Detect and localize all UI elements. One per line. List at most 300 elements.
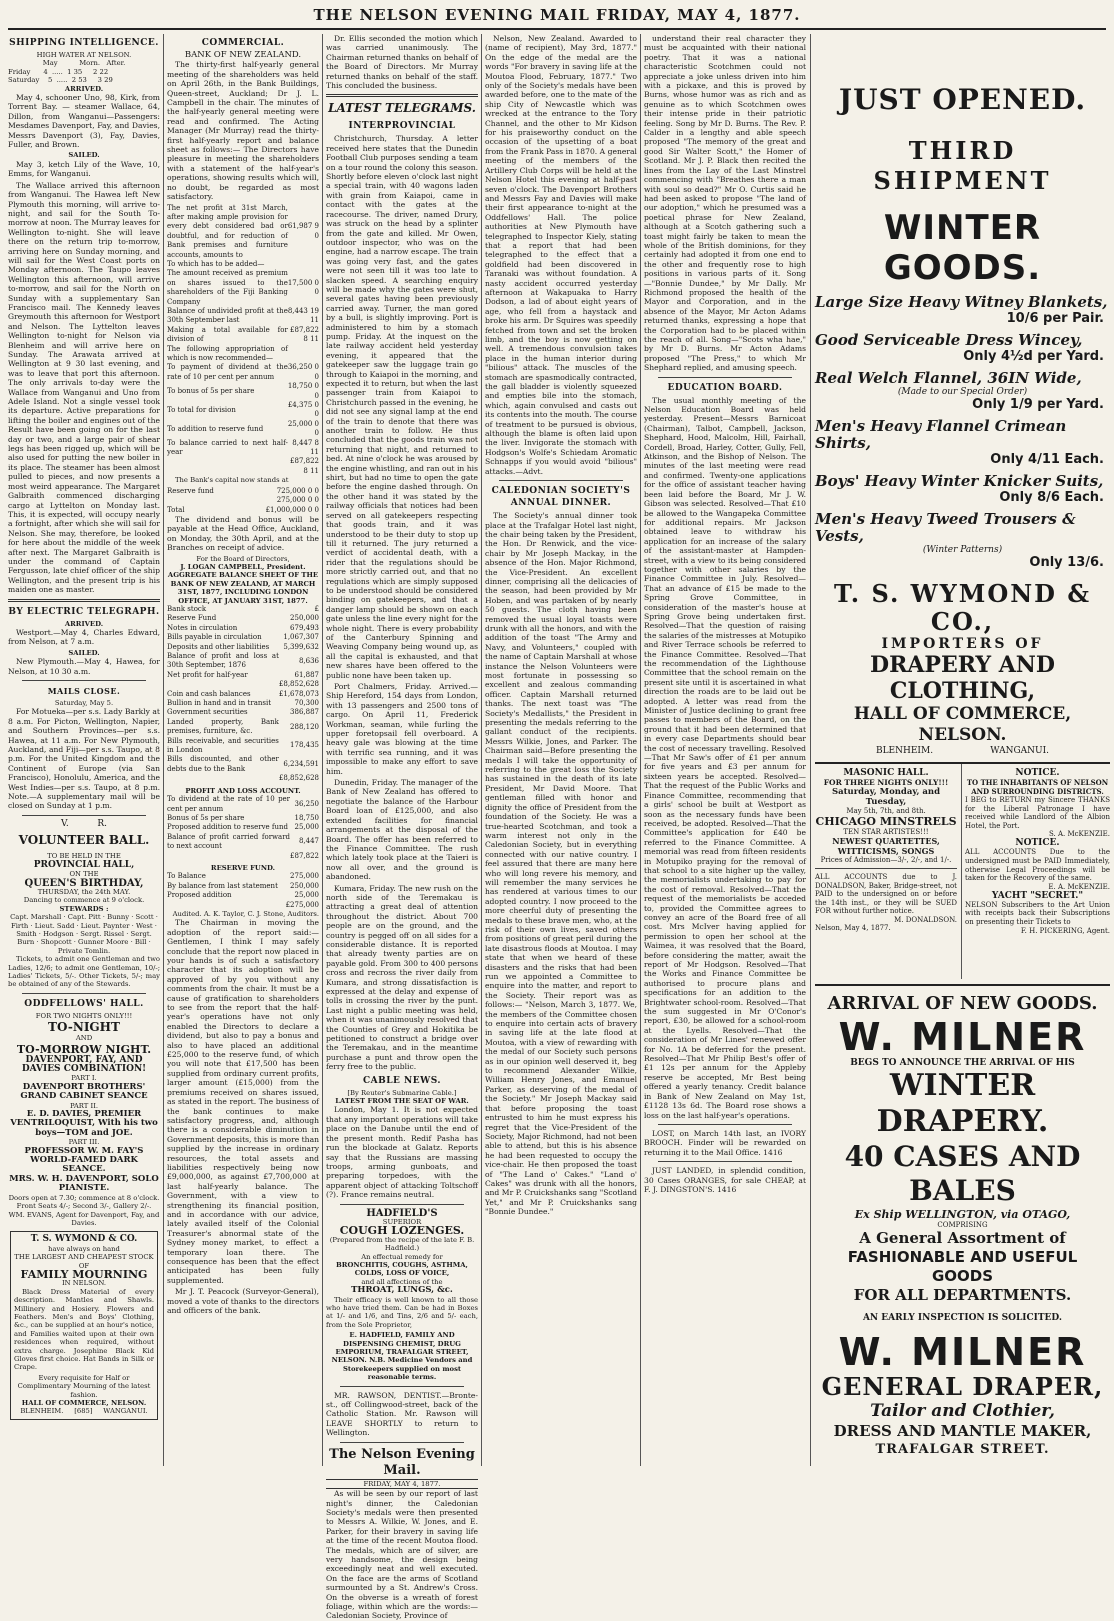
- hadfield-title: COUGH LOZENGES.: [339, 1224, 465, 1238]
- row-label: Reserve fund: [167, 486, 214, 495]
- column-rule: [163, 34, 164, 1466]
- row-value: 288,120: [290, 722, 319, 731]
- row-value: 36,250 0 0: [287, 363, 320, 381]
- tsw-sub: have always on hand: [48, 1244, 120, 1253]
- all-departments: FOR ALL DEPARTMENTS.: [853, 1286, 1072, 1304]
- caledonian-text: The Society's annual dinner took place at the Trafalgar Hotel last night, the chair being taken by the President, the Hon. Dr Renwick, and the vice-chair by Mr Joseph Mackay, in the absence of the Hon. Major Richmond, the Vice-President. An excellent dinner, comprising all the delicacies of the season, had been provided by Mr Hoben, and was partaken of by nearly 50 guests. The cloth having been removed the usual loyal toasts were drunk with all the honors, and with the addition of the toast "The Army and Navy, and Volunteers," coupled with the name of Captain Marshall at whose instance the Nelson Volunteers were most fortunate in possessing so excellent and zealous commanding officer. Captain Marshall returned thanks. The next toast was "The Society's Medallists," the President in presenting the medals referring to the gallant conduct of the recipients. Messrs Wilkie, Jones, and Parker. The Chairman said—Before presenting the medals I will take the opportunity of referring to the great loss the Society has sustained in the death of its late President, Mr David Moore. That gentleman filled with honor and dignity the office of President from the foundation of the Society. He was a true-hearted Scotchman, and took a warm interest not only in the Caledonian Society, but in everything connected with our native country. I feel assured that there are many here who will long revere his memory, and will remember the many services he has rendered at various times to our adopted country. I now proceed to the more cheerful duty of presenting the medals to these brave men, who, at the risk of their own lives, saved others from positions of great peril during the late disastrous floods at Moutoa. I may state that when we heard of these disasters and the risks that had been run we appointed a Committee to enquire into the matter, and report to the Society. Their report was as follows:— "Nelson, March 3, 1877. We, the members of the Committee chosen to enquire into certain acts of bravery in saving life at the late flood at Moutoa, with a view of rewarding with the medal of our Society such persons as in our opinion well deserved it, beg to recommend Alexander Wilkie, William Henry Jones, and Emanuel Parker, as deserving of the medal of the Society." Mr Joseph Mackay said that before proposing the toast entrusted to him he must express his regret that the Vice-President of the Society, Major Richmond, had not been able to attend, but this is his absence he had been requested to occupy the vice-chair. He then proposed the toast of "The Land o' Cakes." "Land o' Cakes" was drunk with all the honors, and Mr P. Cruickshanks sang "Scotland Yet," and Mr P. Cruickshanks sang "Bonnie Dundee.": [485, 511, 637, 1217]
- audited: Audited. A. K. Taylor, C. J. Stone, Auditors.: [172, 909, 319, 918]
- milner-name-2: W. MILNER: [838, 1330, 1087, 1374]
- row-label: Coin and cash balances: [167, 689, 251, 698]
- row-label: To which has to be added—: [167, 259, 265, 268]
- capital-note: The Bank's capital now stands at: [175, 476, 289, 485]
- sale-item-name: Large Size Heavy Witney Blankets,: [815, 293, 1108, 311]
- row-label: Bills discounted, and other debts due to the Bank: [167, 755, 279, 773]
- row-value: 8,443 19 11: [287, 306, 320, 325]
- row-label: Total: [167, 505, 185, 514]
- balance-sheet-row: [167, 708, 319, 717]
- row-label: Balance of profit carried forward to next account: [167, 832, 291, 851]
- row-value: £87,822 8 11: [290, 325, 319, 344]
- column-4: [485, 34, 637, 1466]
- row-value: 679,493: [290, 623, 319, 632]
- high-water-row: Saturday 5 ..... 2 53 3 29: [8, 76, 113, 85]
- divider: [22, 680, 146, 681]
- sailed-text: May 3, ketch Lily of the Wave, 10, Emms, for Wanganui.: [8, 159, 160, 179]
- tailor-clothier: Tailor and Clothier,: [870, 1401, 1055, 1421]
- pl-row: [167, 795, 319, 814]
- row-value: 275,000 0 0: [276, 496, 319, 505]
- row-label: To dividend at the rate of 10 per cent per annum: [167, 795, 291, 813]
- interprovincial-text: Christchurch, Thursday. A letter received here states that the Dunedin Football Club purposes sending a team on a tour round the colony this season. Shortly before eleven o'clock last night a special train, with 40 wagons laden with grain from Kaiapoi, came in contact with the gates at the racecourse. The driver, named Drury, was struck on the head by a splinter from the gate and killed. Mr Owen, outdoor inspector, who was on the engine, had a narrow escape. The train was going very fast, and the gates were not seen till it was too late to slacken speed. A searching enquiry will be made why the gates were shut, several gates having been previously carried away. Turner, the man gored by a bull, is slightly improving. Port is administered to him by a stomach pump. Friday. At the inquest on the late railway accident held yesterday evening, it appeared that the gatekeeper saw the luggage train go through to Kaiapoi in the morning, and expected it to return, but when the last passenger train from Kaiapoi to Christchurch passed in the evening, he did not see any signal lamp at the end of the train to denote that there was another train to follow. He thus concluded that the goods train was not returning that night, and returned to bed. At nine o'clock he was aroused by the engine whistling, and ran out in his shirt, but had no time to open the gate before the engine dashed through. On the other hand it was stated by the railway officials that notices had been served on all gatekeepers respecting that goods train, and it was understood to be their duty to stop up till it returned. The jury returned a verdict of accidental death, with a rider that the regulations should be more strictly carried out, and that no regulations which are simply supposed to be understood should be considered binding on gatekeepers, and that a danger lamp should be shown on each gate unless the line every night for the whole night. There is every probability of the Canterbury Spinning and Weaving Company being wound up, as all the capital is exhausted, and that new shares have been offered to the public none have been taken up.: [326, 134, 478, 680]
- divider: [340, 1204, 464, 1205]
- column-5: [644, 34, 806, 1466]
- balance-sheet-row: [167, 614, 319, 623]
- high-water-header: May Morn. After.: [42, 59, 126, 68]
- high-water-title: HIGH WATER AT NELSON.: [36, 51, 132, 59]
- mails-text: For Motueka—per s.s. Lady Barkly at 8 a.m. For Picton, Wellington, Napier, and Southern Provinces—per s.s. Hawea, at 11 a.m. For New Plymouth, Auckland, and Fiji—per s.s. Taupo, at 8 p.m. For the United Kingdom and the Continent of Europe (via San Francisco), Honolulu, America, and the West Indies—per s.s. Taupo, at 8 p.m. Note.—A supplementary mail will be closed on Sunday at 1 p.m.: [8, 707, 160, 811]
- capital-row: [167, 496, 319, 505]
- row-label: Notes in circulation: [167, 623, 238, 632]
- chairman-speech: The Chairman in moving the adoption of the report said:—Gentlemen, I think I may safely conclude that the report now placed in your hands is of such a satisfactory character that its adoption will be approved of by you without any comments from the chair. It must be a cause of gratification to shareholders to see from the report that the half-year's operations have not only enabled the Directors to declare a dividend, but also to pay a bonus and also to have placed an additional £25,000 to the reserve fund, of which you will note that £17,500 has been supplied from ordinary current profits, larger amount (£15,000) from the premiums received on shares issued, as stated in the report. The business of the bank continues to make satisfactory progress, and, although there is a considerable diminution in Government deposits, this is more than supplied by the increase in ordinary resources, the total assets and liabilities respectively being now £9,000,000, as against £7,700,000 at last half-yearly balance. The Government, with a view to strengthening its financial position, and in accordance with our advice, lately availed itself of the Colonial Treasurer's abnormal state of the Sydney money market, to effect a temporary loan there. The consequence has been that the effect anticipated has been fully supplemented.: [167, 918, 319, 1285]
- tel-sailed: New Plymouth.—May 4, Hawea, for Nelson, at 10 30 a.m.: [8, 657, 160, 676]
- divider: [326, 94, 478, 97]
- row-label: [167, 852, 290, 861]
- notice-1-text: I BEG to RETURN my Sincere THANKS for the Liberal Patronage I have received while Landlord of the Albion Hotel, the Port.: [965, 796, 1110, 830]
- yacht-text: NELSON Subscribers to the Art Union with receipts back their Subscriptions on presenting their Tickets to: [965, 900, 1110, 926]
- part-2: PART II.: [69, 1101, 99, 1110]
- tsw-line: THE LARGEST AND CHEAPEST STOCK OF: [14, 1253, 154, 1270]
- small-ads-block: [815, 764, 1110, 984]
- reserve-row: [167, 882, 319, 891]
- reserve-row: [167, 872, 319, 881]
- balance-sheet-row: [167, 774, 319, 783]
- pl-head: PROFIT AND LOSS ACCOUNT.: [185, 786, 301, 795]
- sale-item-name: Men's Heavy Flannel Crimean Shirts,: [815, 417, 1067, 452]
- oranges-ad: JUST LANDED, in splendid condition, 30 Cases ORANGES, for sale CHEAP, at F. J. DINGSTON'S. 1416: [644, 1166, 806, 1194]
- interprovincial: INTERPROVINCIAL: [348, 121, 456, 132]
- row-value: [288, 260, 319, 269]
- tsw-towns: BLENHEIM. [685] WANGANUI.: [20, 1407, 148, 1416]
- masthead: THE NELSON EVENING MAIL FRIDAY, MAY 4, 1877.: [313, 6, 801, 24]
- row-label: To bonus of 5s per share: [167, 386, 255, 395]
- sale-item-name: Real Welch Flannel, 36IN Wide,: [815, 369, 1082, 387]
- sale-item-price: Only 13/6.: [1029, 555, 1104, 570]
- divider: [340, 1386, 464, 1387]
- balance-sheet-row: [167, 624, 319, 633]
- notice-1-to: TO THE INHABITANTS OF NELSON AND SURROUNDING DISTRICTS.: [966, 778, 1109, 796]
- chicago-minstrels: CHICAGO MINSTRELS: [815, 815, 957, 828]
- latest-telegrams: LATEST TELEGRAMS.: [328, 101, 476, 116]
- abstract-head: AGGREGATE BALANCE SHEET OF THE BANK OF NEW ZEALAND, AT MARCH 31ST, 1877, INCLUDING LONDON OFFICE, AT JANUARY 31ST, 1877.: [167, 571, 319, 605]
- meeting-conclusion: Dr. Ellis seconded the motion which was carried unanimously. The Chairman returned thanks on behalf of the Board of Directors. Mr Murray returned thanks on behalf of the staff. This concluded the business.: [326, 34, 478, 91]
- notice-2-head: NOTICE.: [1015, 838, 1060, 849]
- row-value: £87,822 8 11: [290, 457, 319, 475]
- for-directors: For the Board of Directors,: [196, 554, 290, 563]
- capital-table: [167, 487, 319, 515]
- row-value: 6,234,591: [283, 760, 319, 769]
- ball-date: THURSDAY, the 24th MAY.: [37, 887, 131, 896]
- row-label: Government securities: [167, 708, 248, 717]
- row-value: £87,822: [290, 851, 319, 860]
- education-head: EDUCATION BOARD.: [667, 382, 783, 393]
- general-assortment: A General Assortment of: [859, 1229, 1066, 1247]
- hadfield-prop: E. HADFIELD, FAMILY AND DISPENSING CHEMIST, DRUG EMPORIUM, TRAFALGAR STREET, NELSON. N.B. Medicine Vendors and Storekeepers supplied on most reasonable terms.: [331, 1331, 473, 1382]
- masonic-days: Saturday, Monday, and Tuesday,: [831, 787, 941, 807]
- account-row: [167, 326, 319, 345]
- row-label: Bills receivable, and securities in London: [167, 736, 279, 755]
- divider: [499, 480, 623, 481]
- hadfield-text: Their efficacy is well known to all those who have tried them. Can be had in Boxes at 1/- and 1/6, and Tins, 2/6 and 5/- each, from the Sole Proprietor,: [326, 1295, 478, 1329]
- doors: Doors open at 7.30; commence at 8 o'clock. Front Seats 4/-; Second 3/-, Gallery 2/-.: [8, 1193, 160, 1211]
- row-value: £: [314, 604, 319, 613]
- pl-row: [167, 823, 319, 832]
- tel-arrived: Westport.—May 4, Charles Edward, from Nelson, at 7 a.m.: [8, 627, 160, 647]
- mails-date: Saturday, May 5.: [54, 699, 114, 707]
- account-row: [167, 457, 319, 476]
- row-label: Balance of undivided profit at the 30th September last: [167, 306, 288, 325]
- tsw-nelson: IN NELSON.: [61, 1279, 107, 1288]
- ball-dancing: Dancing to commence at 9 o'clock.: [23, 896, 145, 905]
- dunedin: Dunedin, Friday. The manager of the Bank of New Zealand has offered to negotiate the balance of the Harbour Board loan of £125,000, and also extended facilities for financial arrangements at the disposal of the Board. The offer has been referred to the Finance Committee. The rush which lately took place at the Taieri is now all over, and the ground is abandoned.: [326, 778, 478, 882]
- divider: [658, 1161, 792, 1162]
- hadfield-and: and all affections of the: [361, 1277, 443, 1286]
- row-value: 61,987 9 0: [287, 222, 320, 240]
- column-2: [167, 34, 319, 1466]
- sale-item-price: Only 4/11 Each.: [990, 452, 1104, 467]
- row-label: Reserve Fund: [167, 614, 217, 623]
- row-value: 25,000 0 0: [287, 419, 320, 438]
- oddfellows-combo: DAVENPORT, FAY, AND DAVIES COMBINATION!: [21, 1054, 147, 1074]
- milner-name: W. MILNER: [838, 1015, 1087, 1059]
- prices: Prices of Admission—3/-, 2/-, and 1/-.: [820, 856, 952, 864]
- row-value: 250,000: [290, 881, 319, 890]
- shipping-title: SHIPPING INTELLIGENCE.: [9, 38, 159, 48]
- row-label: [167, 457, 288, 476]
- hadfield-for: An effectual remedy for: [361, 1252, 443, 1261]
- war-text: London, May 1. It is not expected that any important operations will take place on the Danube until the end of the present month. Redif Pasha has run the blockade at Galatz. Reports say that the Russians are massing troops, arming gunboats, and preparing torpedoes, with the apparent object of attacking Toltschoff (?). France remains neutral.: [326, 1105, 478, 1200]
- divider: [22, 993, 146, 994]
- row-value: £4,375 0 0: [287, 401, 320, 419]
- balance-sheet-row: [167, 737, 319, 756]
- row-label: [167, 680, 279, 689]
- divider: [658, 377, 792, 378]
- row-label: Proposed addition to reserve fund: [167, 823, 289, 832]
- account-row: [167, 204, 319, 260]
- row-label: By balance from last statement: [167, 881, 278, 890]
- row-value: 8,447: [298, 837, 319, 846]
- seat-of-war: LATEST FROM THE SEAT OF WAR.: [335, 1097, 469, 1106]
- row-value: £1,000,000 0 0: [265, 505, 319, 514]
- wymond-mourning-ad: [10, 1231, 158, 1420]
- yacht-sig: F. H. PICKERING, Agent.: [1020, 926, 1110, 935]
- telegraph-head: BY ELECTRIC TELEGRAPH.: [8, 606, 160, 617]
- part-2-text: E. D. DAVIES, PREMIER VENTRILOQUIST, With his two boys—TOM and JOE.: [10, 1109, 158, 1138]
- sale-item-price: Only 4½d per Yard.: [963, 349, 1104, 364]
- bank-account-table: [167, 204, 319, 477]
- commercial-head: COMMERCIAL.: [201, 38, 285, 48]
- chicago-sub: TEN STAR ARTISTES!!!: [843, 828, 929, 836]
- tsw-every: Every requisite for Half or Complimentary Mourning of the latest fashion.: [17, 1373, 151, 1399]
- reserve-row: [167, 901, 319, 910]
- row-value: £8,852,628: [278, 680, 319, 689]
- pl-row: [167, 814, 319, 823]
- dinner-continued: understand their real character they must be acquainted with their national poetry. That it was a national characteristic Scotchmen could not appreciate a joke unless driven into him with a pickaxe, and this is proved by Burns, whose humor was as rich and as genuine as to which Scotchmen owes their intense pride in their patriotic feeling. Song by Mr D. Burns. The Rev. P. Calder in a lengthy and able speech proposed "The memory of the great and good Sir Walter Scott," the Homer of Scotland. Mr J. P. Black then recited the lines from the Lay of the Last Minstrel commencing with "Breathes there a man with soul so dead?" Mr O. Curtis said he had been asked to propose "The land of our adoption," which he presumed was a poetical phrase for New Zealand, although at a Scotch gathering such a toast might fairly be taken to mean the whole of the British dominions, for they certainly had adopted it from one end to the other and frequently rose to high positions in various parts of it. Song—"Bonnie Dundee," by Mr Dally. Mr Richmond proposed the health of the Mayor and Corporation, and in the absence of the Mayor, Mr Acton Adams returned thanks, expressing a hope that the Corporation had to be placed within the reach of all. Song—"Scots wha hae," by Mr D. Burns. Mr Acton Adams proposed "The Press," to which Mr Shephard replied, and amusing speech.: [644, 34, 806, 373]
- masonic-nights: FOR THREE NIGHTS ONLY!!!: [823, 778, 949, 787]
- ball-vr: V. R.: [60, 818, 108, 829]
- begs: BEGS TO ANNOUNCE THE ARRIVAL OF HIS: [850, 1058, 1075, 1068]
- made-to-order: (Made to our Special Order): [897, 387, 1028, 397]
- sale-item-name: Boys' Heavy Winter Knicker Suits,: [815, 472, 1104, 490]
- balance-sheet-row: [167, 671, 319, 680]
- balance-sheet-row: [167, 605, 319, 614]
- drapery-clothing: DRAPERY AND CLOTHING,: [870, 652, 1055, 704]
- tel-arrived-head: ARRIVED.: [64, 619, 104, 628]
- row-label: Bonus of 5s per share: [167, 813, 245, 822]
- account-row: [167, 401, 319, 420]
- oddfellows-tomorrow: TO-MORROW NIGHT.: [16, 1042, 152, 1056]
- balance-sheet-table: [167, 605, 319, 784]
- kumara: Kumara, Friday. The new rush on the north side of the Teremakau is attracting a great deal of attention throughout the district. About 700 people are on the ground, and the country is pegged off on all sides for a considerable distance. It is reported that already twenty parties are on payable gold. From 300 to 400 persons cross and recross the river daily from Kumara, and strong dissatisfaction is expressed at the delay and expense of tolls in crossing the river by the punt. Last night a public meeting was held, when it was unanimously resolved that the Counties of Grey and Hokitika be petitioned to construct a bridge over the Teremakau, and in the meantime purchase a punt and throw open the ferry free to the public.: [326, 883, 478, 1072]
- row-value: 275,000: [290, 872, 319, 881]
- row-value: 250,000: [290, 614, 319, 623]
- fashionable-goods: FASHIONABLE AND USEFUL GOODS: [847, 1248, 1078, 1285]
- row-label: Deposits and other liabilities: [167, 642, 270, 651]
- column-3: [326, 34, 478, 1621]
- row-label: [167, 496, 238, 505]
- hadfield-throat: THROAT, LUNGS, &c.: [351, 1285, 453, 1296]
- sale-item-name: Good Serviceable Dress Wincey,: [815, 331, 1083, 349]
- dividend-text: The dividend and bonus will be payable at the Head Office, Auckland, on Monday, the 30th April, and at the Branches on receipt of advice.: [167, 514, 319, 553]
- row-value: 25,000: [294, 823, 319, 832]
- row-value: [288, 345, 319, 364]
- pl-table: [167, 795, 319, 861]
- row-value: 61,887: [294, 670, 319, 679]
- oddfellows-tonight: TO-NIGHT: [48, 1020, 120, 1035]
- ex-ship: Ex Ship WELLINGTON, via OTAGO,: [854, 1208, 1071, 1221]
- winter-patterns: (Winter Patterns): [922, 545, 1003, 555]
- sale-items: [815, 294, 1110, 570]
- row-value: 36,250: [294, 799, 319, 808]
- row-value: 25,000: [294, 891, 319, 900]
- row-value: 18,750: [294, 813, 319, 822]
- row-value: 8,447 8 11: [292, 438, 319, 457]
- yacht-head: YACHT "SECRET.": [991, 890, 1084, 901]
- forty-cases: 40 CASES AND BALES: [844, 1140, 1081, 1207]
- tsw-hall: HALL OF COMMERCE, NELSON.: [21, 1399, 147, 1408]
- account-row: [167, 260, 319, 269]
- account-row: [167, 269, 319, 307]
- donaldson-date: Nelson, May 4, 1877.: [815, 923, 891, 932]
- row-label: To payment of dividend at the rate of 10 per cent per annum: [167, 363, 288, 381]
- row-label: Balance of profit and loss at 30th September, 1876: [167, 652, 279, 670]
- pianiste: MRS. W. H. DAVENPORT, SOLO PIANISTE.: [9, 1173, 159, 1194]
- newest: NEWEST QUARTETTES, WITTICISMS, SONGS: [832, 836, 940, 856]
- row-value: 386,887: [290, 708, 319, 717]
- oddfellows-nights: FOR TWO NIGHTS ONLY!!!: [35, 1011, 133, 1020]
- masonic-dates: May 5th, 7th, and 8th.: [846, 807, 926, 815]
- account-row: [167, 307, 319, 326]
- row-label: To balance carried to next half-year: [167, 438, 288, 457]
- hadfield-sup: SUPERIOR: [382, 1217, 422, 1226]
- reserve-row: [167, 891, 319, 900]
- ball-day: QUEEN'S BIRTHDAY,: [24, 877, 144, 889]
- row-label: Landed property, Bank premises, furniture, &c.: [167, 717, 279, 736]
- agent: WM. EVANS, Agent for Davenport, Fay, and Davies.: [8, 1210, 160, 1227]
- divider: [8, 599, 160, 602]
- reserve-table: [167, 872, 319, 910]
- sale-item-name: Men's Heavy Tweed Trousers & Vests,: [815, 510, 1076, 545]
- part-1-text: DAVENPORT BROTHERS' GRAND CABINET SEANCE: [20, 1081, 148, 1102]
- row-value: 17,500 0 0: [287, 278, 320, 297]
- row-label: To total for division: [167, 405, 236, 414]
- capital-row: [167, 487, 319, 496]
- ball-held: TO BE HELD IN THE: [47, 852, 121, 861]
- row-value: 70,300: [294, 699, 319, 708]
- row-label: The amount received as premium on shares issued to the shareholders of the Fiji Banking Company: [167, 269, 288, 306]
- account-row: [167, 363, 319, 382]
- bank-report: The thirty-first half-yearly general meeting of the shareholders was held on April 26th, in the Bank Buildings, Queen-street, Auckland; Dr J. L. Campbell in the chair. The minutes of the half-yearly general meeting were read and confirmed. The Acting Manager (Mr Murray) read the thirty-first half-yearly report and balance sheet as follows:— The Directors have pleasure in meeting the shareholders with a statement of the half-year's operations, showing results which will, no doubt, be regarded as most satisfactory.: [167, 60, 319, 202]
- ball-on: ON THE: [69, 870, 99, 879]
- account-row: [167, 345, 319, 364]
- port-chalmers: Port Chalmers, Friday. Arrived.—Ship Hereford, 154 days from London, with 13 passengers and 2500 tons of cargo. On April 11, Frederick Workman, seaman, while furling the upper foretopsail fell overboard. A heavy gale was blowing at the time with terrific sea running, and it was impossible to make any effort to save him.: [326, 682, 478, 776]
- nelson: NELSON.: [918, 725, 1007, 745]
- account-row: [167, 382, 319, 401]
- balance-sheet-row: [167, 690, 319, 699]
- balance-sheet-row: [167, 633, 319, 642]
- tel-sailed-head: SAILED.: [68, 648, 100, 657]
- divider: [22, 815, 146, 816]
- bank-head: BANK OF NEW ZEALAND.: [184, 50, 302, 60]
- row-value: £1,678,073: [278, 689, 319, 698]
- stewards-head: STEWARDS :: [59, 904, 109, 913]
- row-label: To Balance: [167, 872, 206, 881]
- lost-ad: LOST, on March 14th last, an IVORY BROOCH. Finder will be rewarded on returning it to the Mail Office. 1416: [644, 1128, 806, 1157]
- balance-sheet-row: [167, 699, 319, 708]
- pl-row: [167, 833, 319, 852]
- row-label: Bank stock: [167, 604, 207, 613]
- masonic-hall: MASONIC HALL.: [843, 768, 929, 778]
- capital-row: [167, 506, 319, 515]
- part-1: PART I.: [71, 1074, 97, 1083]
- column-rule: [640, 34, 641, 1466]
- shipping-news: The Wallace arrived this afternoon from Wanganui. The Hawea left New Plymouth this morning, will arrive to-night, and sail for the South To-morrow at noon. The Murray leaves for Wellington to-night. She will leave there on the return trip to-morrow, arriving here on Sunday morning, and will sail for the West Coast ports on Monday afternoon. The Taupo leaves Wellington this afternoon, will arrive to-morrow, and sail for the North on Sunday with a supplementary San Francisco mail. The Kennedy leaves Greymouth this afternoon for Westport and Nelson. The Lyttelton leaves Wellington to-night for Nelson via Blenheim and will arrive here on Sunday. The Arawata arrived at Wellington at 9 30 last evening, and was to leave that port this afternoon. The only arrivals to-day were the Wallace from Wanganui and Uno from Adele Island. Not a single vessel took its departure. Active preparations for lifting the boiler and engines out of the Result have been going on for the last day or two, and a large pair of shear legs has been rigged up, which will be also used for putting the new boiler in its place. The steamer has been almost pulled to pieces, and now presents a most weird appearance. The Margaret Galbraith commenced discharging cargo at Lyttelton on Monday last. This, it is expected, will occupy nearly a fortnight, after which she will sail for Nelson. She may, therefore, be looked for here about the middle of the week after next. The Margaret Galbraith is under the command of Captain Fergusson, late chief officer of the ship Wellington, and the present trip is his maiden one as master.: [8, 180, 160, 595]
- arrived-head: ARRIVED.: [64, 84, 104, 93]
- balance-sheet-row: [167, 680, 319, 689]
- row-value: 8,636: [298, 656, 319, 665]
- tsw-title: T. S. WYMOND & CO.: [30, 1234, 138, 1245]
- reuter: [By Reuter's Submarine Cable.]: [347, 1088, 457, 1097]
- notice-2-sig: E. A. McKENZIE.: [1048, 882, 1110, 891]
- winter-goods: WINTER GOODS.: [883, 208, 1042, 288]
- donaldson-sig: M. DONALDSON.: [894, 915, 957, 924]
- stewards: Capt. Marshall · Capt. Pitt · Bunny · Scott · Firth · Lieut. Sadd · Lieut. Paynter · West · Smith · Hodgson · Sergt. Rissel · Sergt. Burn · Shopcott · Gunner Moore · Bill · Private Tomlin.: [10, 913, 158, 955]
- signed: J. LOGAN CAMPBELL, President.: [180, 562, 306, 571]
- hadfield-recipe: (Prepared from the recipe of the late F. B. Hadfield.): [329, 1235, 475, 1253]
- editorial: As will be seen by our report of last night's dinner, the Caledonian Society's medals were then presented to Messrs A. Wilkie, W. Jones, and E. Parker, for their bravery in saving life at the time of the recent Moutoa flood. The medals, which are of silver, are very handsome, the design being exceedingly neat and well executed. On the face are the arms of Scotland surmounted by a St. Andrew's Cross. On the obverse is a wreath of forest foliage, within which are the words:—Caledonian Society, Province of: [326, 1489, 478, 1621]
- masthead-rule: [8, 28, 1106, 30]
- row-value: £8,852,628: [278, 774, 319, 783]
- hadfield-list: BRONCHITIS, COUGHS, ASTHMA, COLDS, LOSS OF VOICE,: [336, 1260, 468, 1278]
- early-inspection: AN EARLY INSPECTION IS SOLICITED.: [862, 1313, 1063, 1323]
- cable-news: CABLE NEWS.: [362, 1075, 442, 1086]
- notice-2-text: ALL ACCOUNTS Due to the undersigned must be PAID Immediately, otherwise Legal Proceedings will be taken for the Recovery of the same.: [965, 848, 1110, 883]
- tsw-big: FAMILY MOURNING: [20, 1267, 148, 1281]
- hall-of-commerce: HALL OF COMMERCE,: [853, 704, 1072, 724]
- row-label: [167, 774, 279, 783]
- caledonian-head: CALEDONIAN SOCIETY'S ANNUAL DINNER.: [491, 486, 631, 509]
- row-label: [167, 901, 284, 910]
- notice-1-sig: S. A. McKENZIE.: [1048, 830, 1110, 839]
- row-label: The net profit at 31st March, after making ample provision for every debt considered bad or doubtful, and for reduction of Bank premises and furniture accounts, amounts to: [167, 203, 288, 259]
- divider: [658, 1124, 792, 1125]
- row-label: Bills payable in circulation: [167, 633, 262, 642]
- dress-mantle: DRESS AND MANTLE MAKER,: [833, 1422, 1092, 1440]
- local-news: Nelson, New Zealand. Awarded to (name of recipient), May 3rd, 1877." On the edge of the medal are the words "For bravery in saving life at the Moutoa Flood, February, 1877." Two only of the Society's medals have been awarded before, one to the mate of the ship City of Newcastle which was wrecked at the entrance to the Tory Channel, and the other to Mr Kidson for his praiseworthy conduct on the occasion of the upsetting of a boat from the Frank Pass in 1870. A general meeting of the members of the Artillery Club Corps will be held at the Nelson Hotel this evening at half-past seven o'clock. The Davenport Brothers and Messrs Fay and Davies will make their first appearance to-night at the Oddfellows' Hall. The police authorities at New Plymouth have telegraphed to Inspector Kiely, stating that a report that had been telegraphed to the effect that a goldfield had been discovered in Taranaki was without foundation. A nasty accident occurred yesterday afternoon at Wakapuaka to Harry Dodson, a lad of about eight years of age, who fell from a haystack and broke his arm. Dr Squires was speedily fetched from town and set the broken limb, and the boy is now getting on well. A tremendous convulsion takes place in the human interior during "bilious" attack. The muscles of the stomach are spasmodically contracted, the gall bladder is violently squeezed and empties bile into the stomach, which, again convulsed and casts out its contents into the mouth. The course of treatment to be pursued is obvious, although the blame is often laid upon the liver. Invigorate the stomach with Hodgson's Wolfe's Schiedam Aromatic Schnapps if you would avoid "bilious" attacks.—Advt.: [485, 34, 637, 476]
- row-value: 1,067,307: [283, 633, 319, 642]
- row-value: 725,000 0 0: [276, 486, 319, 495]
- sale-item-price: 10/6 per Pair.: [1006, 311, 1104, 326]
- sailed-head: SAILED.: [68, 151, 100, 160]
- oddfellows-and: AND: [75, 1034, 93, 1043]
- column-rule: [322, 34, 323, 1466]
- row-label: Bullion in hand and in transit: [167, 699, 272, 708]
- towns: BLENHEIM. WANGANUI.: [875, 746, 1050, 756]
- tsw-body: Black Dress Material of every description. Mantles and Shawls. Millinery and Hosiery. Flowers and Feathers. Men's and Boys' Clothing, &c., can be supplied at an hour's notice, and Families waited upon at their own residences when required, without extra charge. Josephine Black Kid Gloves first choice. Hat Bands in Silk or Crape.: [14, 1287, 154, 1372]
- donaldson-notice: ALL ACCOUNTS due to J. DONALDSON, Baker, Bridge-street, not PAID to the undersigned on or before the 14th inst., or they will be SUED FOR without further notice.: [815, 873, 957, 916]
- row-value: 178,435: [290, 741, 319, 750]
- arrival-new-goods: ARRIVAL OF NEW GOODS.: [827, 993, 1098, 1014]
- comprising: COMPRISING: [937, 1221, 988, 1229]
- account-row: [167, 439, 319, 458]
- row-value: £275,000: [285, 900, 319, 909]
- part-3: PART III.: [68, 1138, 100, 1147]
- column-1: [8, 34, 160, 1466]
- balance-sheet-row: [167, 652, 319, 671]
- account-row: [167, 420, 319, 439]
- row-label: The following appropriation of which is now recommended—: [167, 344, 288, 362]
- row-label: Proposed addition: [167, 891, 232, 900]
- balance-sheet-row: [167, 643, 319, 652]
- row-label: Net profit for half-year: [167, 670, 248, 679]
- third-shipment: THIRD SHIPMENT: [873, 136, 1052, 195]
- balance-sheet-row: [167, 755, 319, 774]
- high-water-row: Friday 4 ..... 1 35 2 22: [8, 67, 109, 76]
- part-3-text: PROFESSOR W. M. FAY'S WORLD-FAMED DARK SEANCE.: [24, 1145, 144, 1175]
- advertisement-column: [815, 34, 1110, 1466]
- ball-hall: PROVINCIAL HALL,: [33, 859, 135, 870]
- hadfield-name: HADFIELD'S: [366, 1207, 438, 1219]
- wymond-name: T. S. WYMOND & CO.,: [834, 579, 1091, 636]
- trafalgar-street: TRAFALGAR STREET.: [875, 1442, 1050, 1457]
- ball-title: VOLUNTEER BALL.: [18, 833, 150, 848]
- divider: [340, 1442, 464, 1443]
- ball-tickets: Tickets, to admit one Gentleman and two Ladies, 12/6; to admit one Gentleman, 10/-; Ladies' Tickets, 5/-. Other Tickets, 5/-; may be obtained of any of the Stewards.: [8, 955, 160, 989]
- row-value: 5,399,632: [283, 642, 319, 651]
- education-text: The usual monthly meeting of the Nelson Education Board was held yesterday. Present—Messrs Barnicoat (Chairman), Talbot, Campbell, Jackson, Shephard, Hood, Malcolm, Hill, Fairhall, Cordell, Broad, Harley, Cotter, Gully, Fell, Atkinson, and the Bishop of Nelson. The minutes of the last meeting were read and confirmed. Twenty-one applications for the office of assistant teacher having been laid before the Board, Mr J. W. Gibson was selected. Resolved—That £10 be allowed to the Wangapeka Committee for additional repairs. Mr Jackson obtained leave to withdraw his application for an increase of the salary of the assistant-master at Hampden-street, with a view to its being considered together with other salaries by the Finance Committee in July. Resolved—That an advance of £15 be made to the Spring Grove Committee, in consideration of the master's house at Spring Grove being undertaken first. Resolved—That the question of raising the salaries of the mistresses at Motupiko and River Terrace schools be referred to the Finance Committee. Resolved—That the recommendation of the Lighthouse Committee that the school remain on the present site until it is ascertained in what direction the roads are to be laid out be adopted. A letter was read from the Minister of Justice declining to grant free passes to members of the Board, on the ground that it had been determined that in every case Departments should bear the cost of necessary travelling. Resolved—That Mr Saw's offer of £1 per annum for five years and £3 per annum for sixteen years be accepted. Resolved—That the request of the Public Works and Finance Committee, recommending that a girls' school be built at Westport as soon as the necessary funds have been received, be adopted. Resolved—That the Committee's application for £40 be referred to the Finance Committee. A memorial was read from fifteen residents in Motupiko praying for the removal of that school to a site higher up the valley, the memorialists undertaking to pay for the cost of removal. Resolved—That the request of the memorialists be acceded to, provided the Committee agrees to convey an acre of the Board free of all cost. Mrs McIver having applied for permission to open her school at the Waimea, it was resolved that the Board, before considering the matter, await the report of Mr Hodgson. Resolved—That the Works and Finance Committee be authorised to procure plans and specifications for an addition to the Brightwater school-room. Resolved—That the sum suggested in Mr O'Conor's report, £30, be allowed for a school-room at the Lyells. Resolved—That the consideration of Mr Lines' renewed offer for No. 1A be deferred for the present. Resolved—That Mr Philip Best's offer of £1 12s per annum for the Appleby reserve be accepted, Mr Best being offered a yearly tenancy. Credit balance in Bank of New Zealand on May 1st, £1128 13s 6d. The Board rose shows a loss on the last half-year's operations.: [644, 395, 806, 1120]
- row-value: 18,750 0 0: [287, 382, 320, 400]
- reserve-head: RESERVE FUND.: [210, 863, 276, 872]
- own-masthead: The Nelson Evening Mail.: [329, 1446, 475, 1478]
- oddfellows-title: ODDFELLOWS' HALL.: [24, 998, 144, 1009]
- column-rule: [481, 34, 482, 1466]
- row-label: To addition to reserve fund: [167, 424, 264, 433]
- just-opened: JUST OPENED.: [838, 83, 1087, 116]
- pl-row: [167, 852, 319, 861]
- divider: [815, 984, 1110, 986]
- general-draper: GENERAL DRAPER,: [821, 1372, 1104, 1401]
- row-label: Making a total available for division of: [167, 325, 288, 344]
- sale-item-price: Only 8/6 Each.: [999, 490, 1104, 505]
- balance-sheet-row: [167, 718, 319, 737]
